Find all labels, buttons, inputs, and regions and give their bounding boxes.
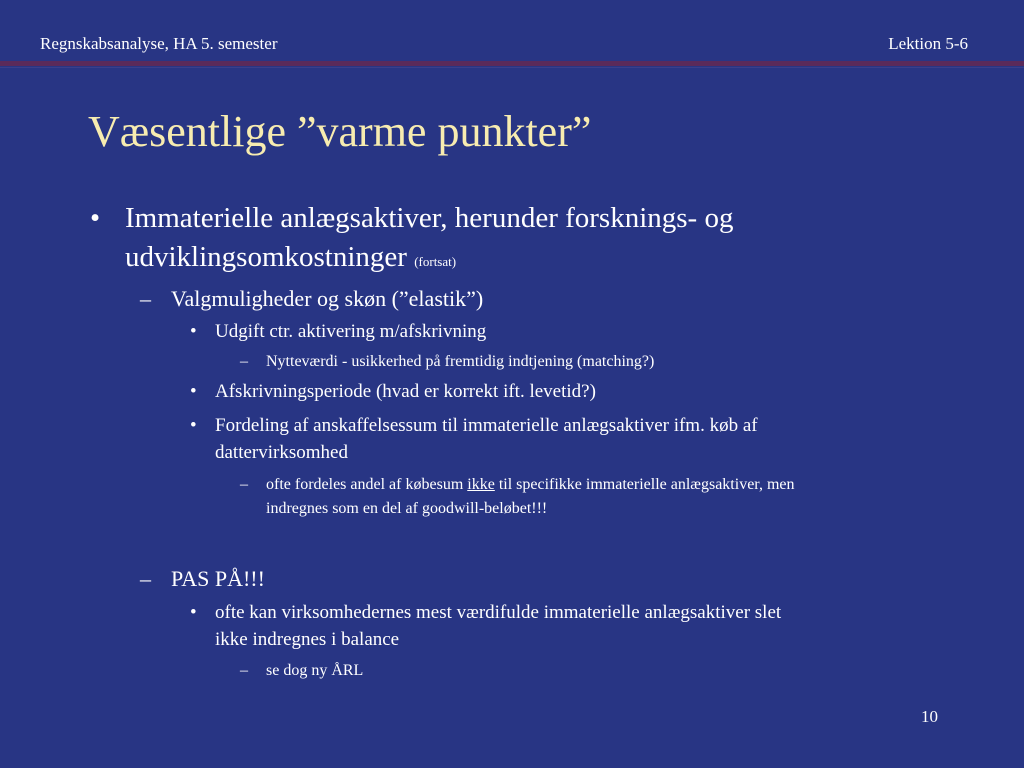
dash-marker: – <box>240 476 248 493</box>
item-d-sub: se dog ny ÅRL <box>266 662 364 679</box>
item-c-sub-before: ofte fordeles andel af købesum <box>266 476 468 493</box>
page-number: 10 <box>921 707 938 726</box>
dash-marker: – <box>140 566 151 591</box>
header-divider-thin <box>0 67 1024 68</box>
bullet-marker: • <box>190 381 197 402</box>
bullet-1-line-2 <box>125 239 456 280</box>
sub-2: PAS PÅ!!! <box>171 566 265 591</box>
bullet-marker: • <box>190 415 197 436</box>
header-divider <box>0 61 1024 66</box>
bullet-marker: • <box>190 602 197 623</box>
dash-marker: – <box>240 662 248 679</box>
item-d-line-1: ofte kan virksomhedernes mest værdifulde immaterielle anlægsaktiver slet <box>215 602 782 623</box>
item-c-line-2: dattervirksomhed <box>215 442 348 463</box>
bullet-marker: • <box>190 321 197 342</box>
course-header: Regnskabsanalyse, HA 5. semester <box>40 34 278 53</box>
item-c-sub-underlined: ikke <box>467 476 495 493</box>
sub-1: Valgmuligheder og skøn (”elastik”) <box>171 286 484 311</box>
lecture-header: Lektion 5-6 <box>888 34 968 53</box>
bullet-1-note: (fortsat) <box>414 254 457 269</box>
slide-title: Væsentlige ”varme punkter” <box>88 107 592 156</box>
item-d-line-2: ikke indregnes i balance <box>215 629 400 650</box>
item-b: Afskrivningsperiode (hvad er korrekt ift. levetid?) <box>215 381 596 402</box>
item-c-sub-line-1 <box>266 473 795 497</box>
bullet-1-text: udviklingsomkostninger <box>125 241 407 273</box>
bullet-1-line-1: Immaterielle anlægsaktiver, herunder forsknings- og <box>125 202 734 234</box>
item-c-line-1: Fordeling af anskaffelsessum til immaterielle anlægsaktiver ifm. køb af <box>215 415 758 436</box>
item-a-sub: Nytteværdi - usikkerhed på fremtidig indtjening (matching?) <box>266 353 655 370</box>
bullet-marker: • <box>90 202 101 234</box>
item-c-sub-line-2: indregnes som en del af goodwill-beløbet!!! <box>266 500 548 517</box>
dash-marker: – <box>240 353 248 370</box>
dash-marker: – <box>140 286 151 311</box>
item-c-sub-after: til specifikke immaterielle anlægsaktiver, men <box>494 476 795 493</box>
item-a: Udgift ctr. aktivering m/afskrivning <box>215 321 487 342</box>
